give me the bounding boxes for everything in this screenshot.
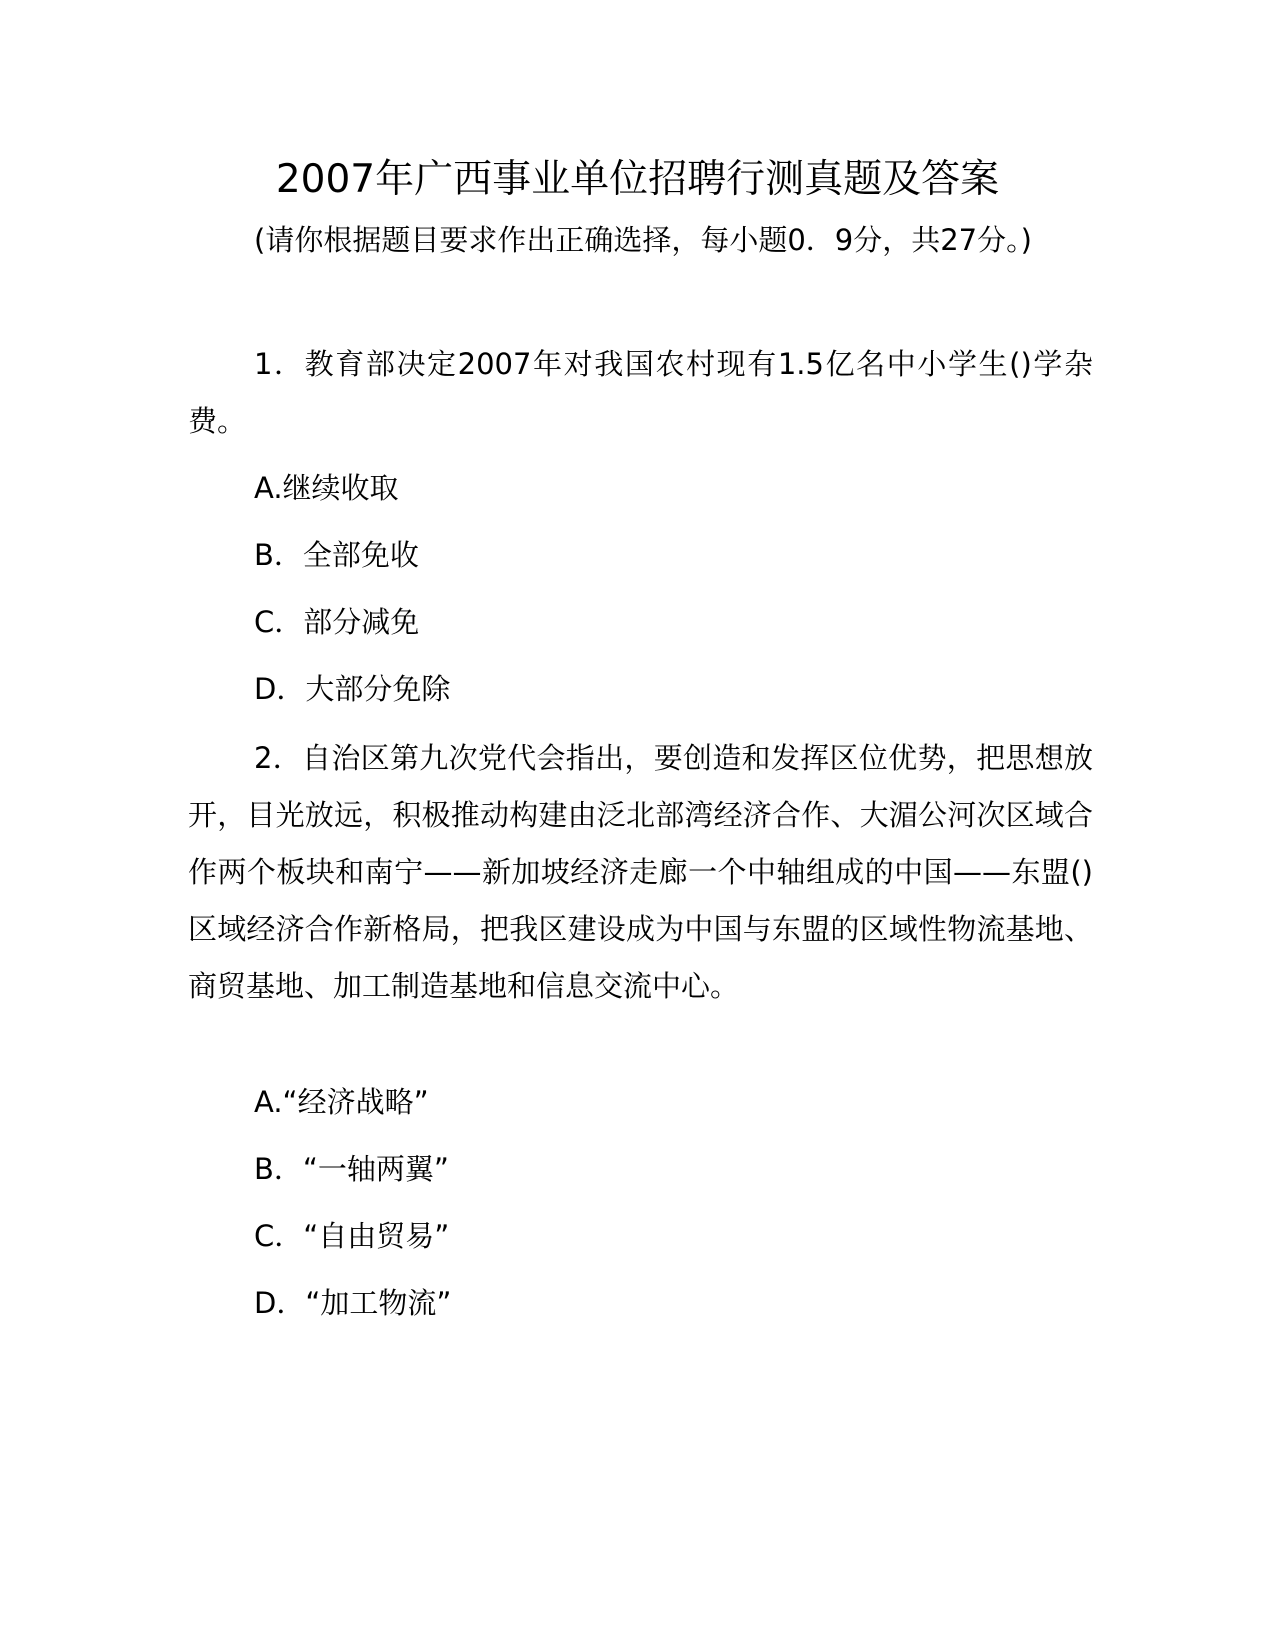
question-2-option-d: D．“加工物流” bbox=[254, 1286, 452, 1320]
document-title: 2007年广西事业单位招聘行测真题及答案 bbox=[275, 157, 1000, 202]
question-2-option-a: A.“经济战略” bbox=[254, 1085, 429, 1119]
instructions-paragraph: (请你根据题目要求作出正确选择，每小题0．9分，共27分。) bbox=[254, 223, 1032, 257]
question-1-option-b: B．全部免收 bbox=[254, 538, 419, 572]
question-2-option-b: B．“一轴两翼” bbox=[254, 1152, 449, 1186]
question-1-option-c: C．部分减免 bbox=[254, 605, 420, 639]
question-2-stem: 2．自治区第九次党代会指出，要创造和发挥区位优势，把思想放开，目光放远，积极推动构建由泛北部湾经济合作、大湄公河次区域合作两个板块和南宁——新加坡经济走廊一个中轴组成的中国——东盟()区域经济合作新格局，把我区建设成为中国与东盟的区域性物流基地、商贸基地、加工制造基地和信息交流中心。 bbox=[188, 741, 1093, 1003]
question-1-stem: 1．教育部决定2007年对我国农村现有1.5亿名中小学生()学杂费。 bbox=[188, 347, 1093, 438]
question-2-option-c: C．“自由贸易” bbox=[254, 1219, 450, 1253]
question-1-option-a: A.继续收取 bbox=[254, 471, 399, 505]
question-1-option-d: D．大部分免除 bbox=[254, 672, 451, 706]
